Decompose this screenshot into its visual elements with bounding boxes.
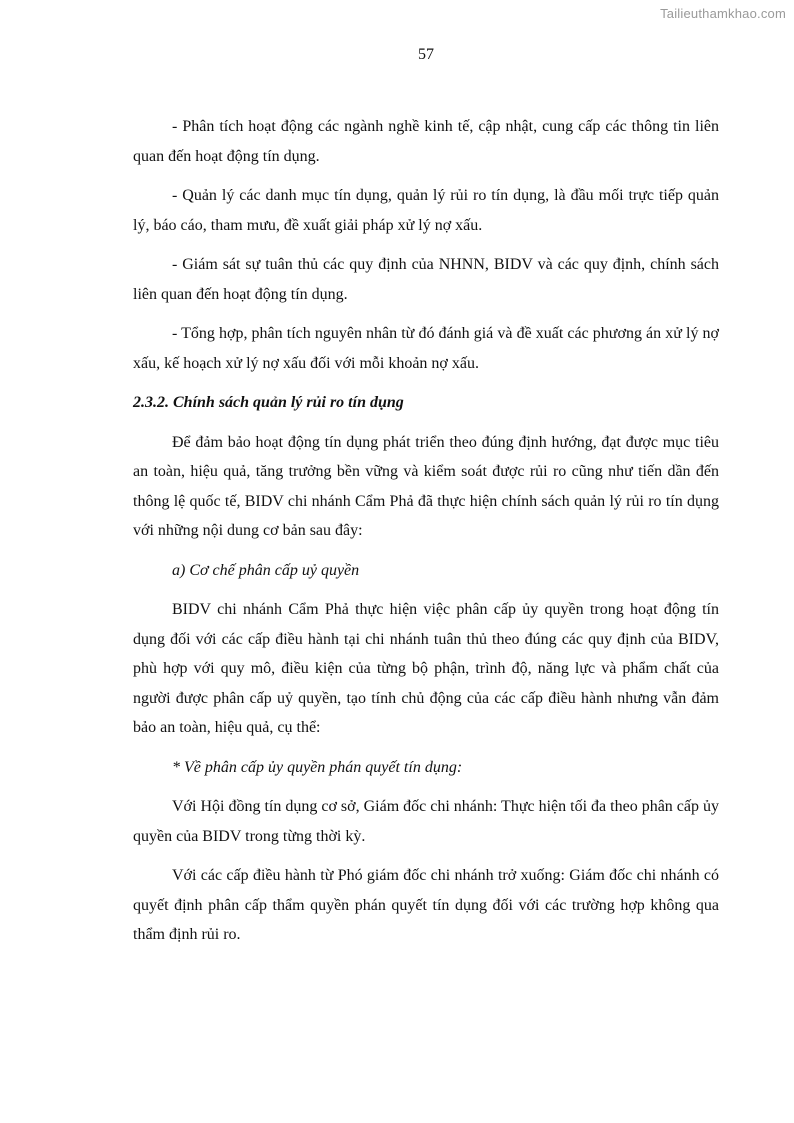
paragraph: - Giám sát sự tuân thủ các quy định của NHNN, BIDV và các quy định, chính sách liên quan đến hoạt động tín dụng. xyxy=(133,256,719,303)
watermark: Tailieuthamkhao.com xyxy=(660,6,786,21)
section-intro: Để đảm bảo hoạt động tín dụng phát triển theo đúng định hướng, đạt được mục tiêu an toàn, hiệu quả, tăng trưởng bền vững và kiểm soát được rủi ro cũng như tiến dần đến thông lệ quốc tế, BIDV chi nhánh Cẩm Phả đã thực hiện chính sách quản lý rủi ro tín dụng với những nội dung cơ bản sau đây: xyxy=(133,433,719,539)
bullet-heading: * Về phân cấp ủy quyền phán quyết tín dụng: xyxy=(172,758,463,776)
paragraph: - Quản lý các danh mục tín dụng, quản lý rủi ro tín dụng, là đầu mối trực tiếp quản lý, báo cáo, tham mưu, đề xuất giải pháp xử lý nợ xấu. xyxy=(133,187,719,234)
closing-paragraph: Với Hội đồng tín dụng cơ sở, Giám đốc chi nhánh: Thực hiện tối đa theo phân cấp ủy quyền của BIDV trong từng thời kỳ. xyxy=(133,798,719,845)
section-heading: 2.3.2. Chính sách quản lý rủi ro tín dụng xyxy=(133,394,404,411)
page-number: 57 xyxy=(418,46,434,63)
document-body xyxy=(133,112,719,960)
closing-paragraph: Với các cấp điều hành từ Phó giám đốc chi nhánh trở xuống: Giám đốc chi nhánh có quyết định phân cấp thẩm quyền phán quyết tín dụng đối với các trường hợp không qua thẩm định rủi ro. xyxy=(133,867,719,943)
subsection-text: BIDV chi nhánh Cẩm Phả thực hiện việc phân cấp ủy quyền trong hoạt động tín dụng đối với các cấp điều hành tại chi nhánh tuân thủ theo đúng các quy định của BIDV, phù hợp với quy mô, điều kiện của từng bộ phận, trình độ, năng lực và phẩm chất của người được phân cấp uỷ quyền, tạo tính chủ động của các cấp điều hành nhưng vẫn đảm bảo an toàn, hiệu quả, cụ thể: xyxy=(133,601,719,736)
paragraph: - Tổng hợp, phân tích nguyên nhân từ đó đánh giá và đề xuất các phương án xử lý nợ xấu, kế hoạch xử lý nợ xấu đối với mỗi khoản nợ xấu. xyxy=(133,325,719,372)
subsection-heading: a) Cơ chế phân cấp uỷ quyền xyxy=(172,561,360,579)
paragraph: - Phân tích hoạt động các ngành nghề kinh tế, cập nhật, cung cấp các thông tin liên quan đến hoạt động tín dụng. xyxy=(133,118,719,165)
